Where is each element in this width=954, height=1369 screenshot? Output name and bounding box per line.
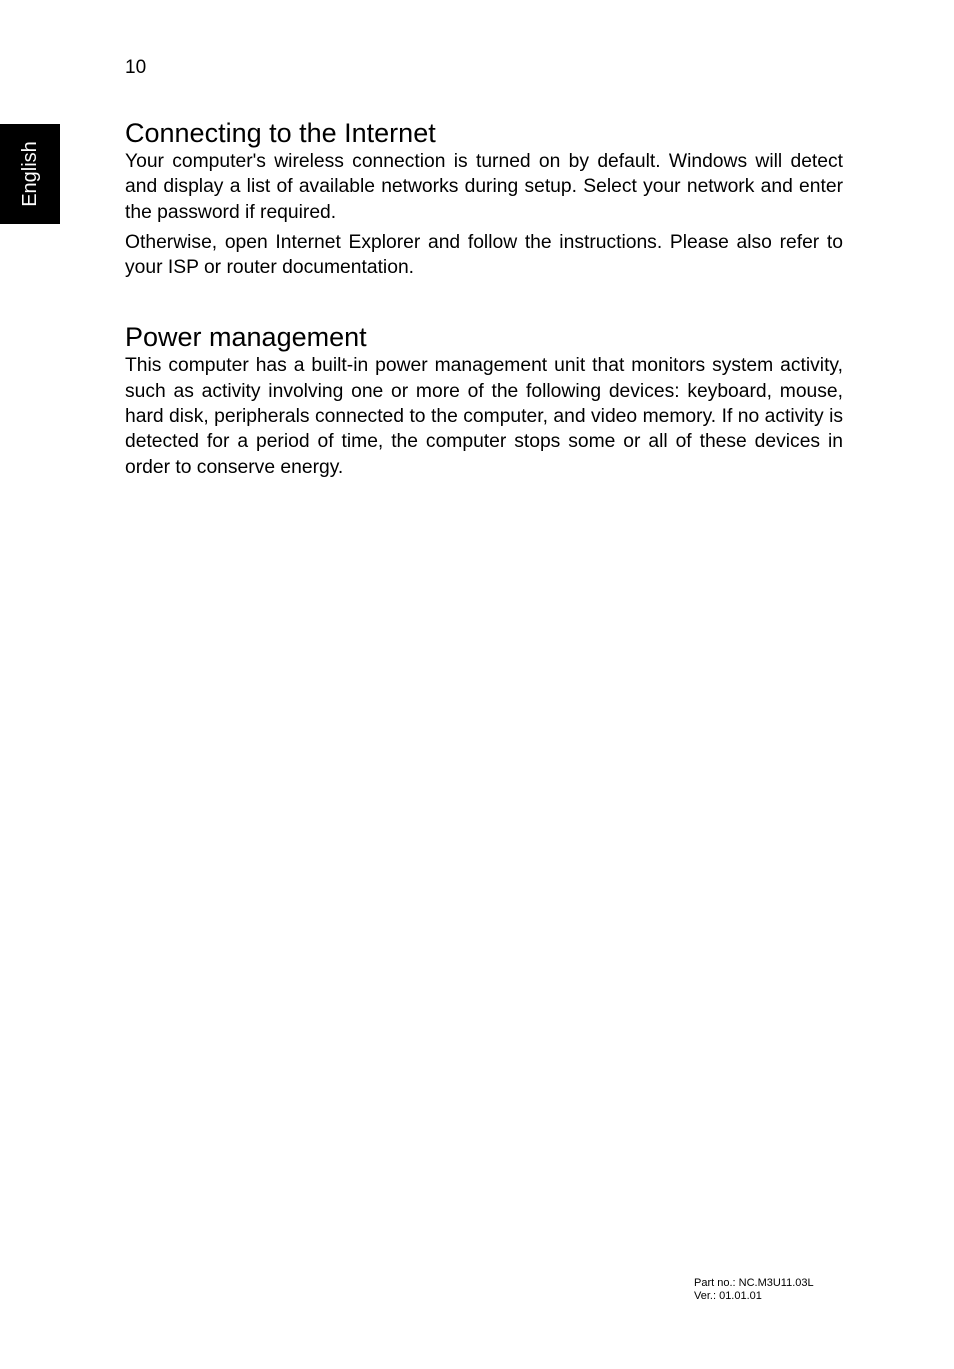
page-number: 10 <box>125 57 147 78</box>
page-content <box>125 117 843 485</box>
part-info <box>694 1277 814 1303</box>
section-title: Power management <box>125 322 367 353</box>
language-tab <box>0 124 60 224</box>
section-connecting-internet <box>125 117 843 280</box>
language-tab-label: English <box>19 141 41 207</box>
section-power-management <box>125 321 843 479</box>
paragraph: This computer has a built-in power management unit that monitors system activity, such as activity involving one or more of the following devices: keyboard, mouse, hard disk, peripherals connected to the computer, and video memory. If no activity is detected for a period of time, the computer stops some or all of these devices in order to conserve energy. <box>125 355 843 478</box>
paragraph: Otherwise, open Internet Explorer and follow the instructions. Please also refer to your ISP or router documentation. <box>125 231 843 279</box>
paragraph: Your computer's wireless connection is turned on by default. Windows will detect and display a list of available networks during setup. Select your network and enter the password if required. <box>125 151 843 223</box>
section-title: Connecting to the Internet <box>125 118 436 148</box>
section-spacer <box>125 285 843 321</box>
version-number: Ver.: 01.01.01 <box>694 1290 762 1302</box>
part-number: Part no.: NC.M3U11.03L <box>694 1277 814 1289</box>
